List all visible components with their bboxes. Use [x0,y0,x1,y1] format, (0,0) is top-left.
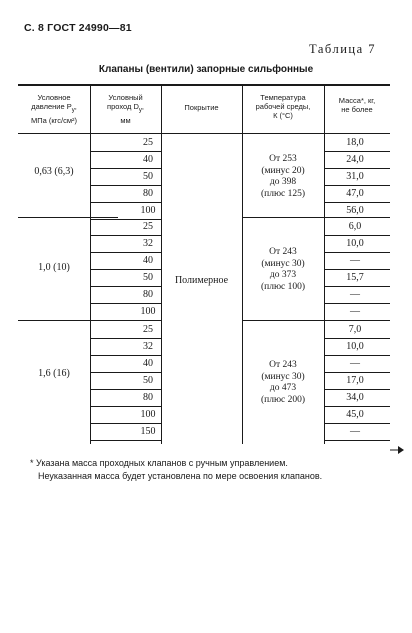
row-divider [324,303,390,304]
header-mass: Масса*, кг, не более [338,96,376,114]
row-dn: 40 [143,255,153,266]
row-dn: 50 [143,375,153,386]
row-dn: 80 [143,392,153,403]
column-divider [90,84,91,444]
row-divider [324,235,390,236]
header-pressure: Условное давление $P_у$, МПа (кгс/см²) [31,93,77,125]
row-divider [90,235,161,236]
row-dn: 100 [140,409,156,420]
row-dn: 150 [140,426,156,437]
row-divider [90,303,161,304]
row-divider [324,389,390,390]
row-divider [90,219,161,220]
group-divider-1 [18,217,118,218]
row-divider [90,372,161,373]
table-number: Таблица 7 [309,42,376,56]
row-divider [90,320,161,321]
row-divider [90,338,161,339]
row-mass: 17,0 [346,375,364,386]
row-divider [90,440,161,441]
row-dn: 32 [143,238,153,249]
coating-value: Полимерное [174,275,229,286]
row-dn: 40 [143,358,153,369]
row-mass: — [350,289,360,300]
row-dn: 25 [143,137,153,148]
row-divider [324,355,390,356]
row-divider [324,151,390,152]
row-mass: 56,0 [346,205,364,216]
row-mass: 34,0 [346,392,364,403]
row-divider [324,440,390,441]
row-divider [324,372,390,373]
row-mass: 6,0 [348,221,362,232]
row-dn: 50 [143,272,153,283]
row-dn: 80 [143,188,153,199]
footnote: * Указана масса проходных клапанов с ручным управлением. Неуказанная масса будет установлена по мере освоения клапанов. [30,458,323,481]
arrow-right-icon [390,445,404,455]
row-divider [90,168,161,169]
row-divider [90,389,161,390]
row-divider [324,286,390,287]
row-divider [324,168,390,169]
row-mass: 47,0 [346,188,364,199]
row-mass: 15,7 [346,272,364,283]
row-divider [324,252,390,253]
row-mass: — [350,255,360,266]
row-dn: 25 [143,221,153,232]
row-divider [90,355,161,356]
row-mass: — [350,306,360,317]
row-divider [90,151,161,152]
row-dn: 25 [143,324,153,335]
header-coating: Покрытие [184,103,219,112]
row-mass: 45,0 [346,409,364,420]
row-divider [90,202,161,203]
row-divider [324,202,390,203]
group-temp: От 243 (минус 30) до 373 (плюс 100) [260,247,306,292]
row-divider [324,185,390,186]
row-dn: 80 [143,289,153,300]
row-divider [324,406,390,407]
row-divider [90,185,161,186]
group-pressure: 0,63 (6,3) [34,166,74,177]
row-divider [90,423,161,424]
row-dn: 100 [140,306,156,317]
row-dn: 32 [143,341,153,352]
row-divider [90,269,161,270]
row-dn: 100 [140,205,156,216]
table-title: Клапаны (вентили) запорные сильфонные [98,64,314,75]
row-mass: 18,0 [346,137,364,148]
header-dn: Условный проход $D_у$, мм [107,93,144,125]
row-divider [90,406,161,407]
group-pressure: 1,0 (10) [38,262,70,273]
row-divider [324,423,390,424]
data-table [18,84,390,444]
table-top-border [18,84,390,86]
header-bottom-border [18,133,390,134]
row-divider [90,252,161,253]
group-temp: От 253 (минус 20) до 398 (плюс 125) [260,154,306,199]
row-divider [90,286,161,287]
row-mass: 7,0 [348,324,362,335]
group-temp: От 243 (минус 30) до 473 (плюс 200) [260,360,306,405]
row-mass: — [350,358,360,369]
row-dn: 40 [143,154,153,165]
row-mass: 10,0 [346,238,364,249]
group-divider-2 [242,320,390,321]
row-mass: 10,0 [346,341,364,352]
row-divider [324,338,390,339]
group-pressure: 1,6 (16) [38,368,70,379]
row-divider [324,269,390,270]
row-mass: 31,0 [346,171,364,182]
row-dn: 50 [143,171,153,182]
row-mass: — [350,426,360,437]
header-temp: Температура рабочей среды, К (°С) [255,93,311,120]
group-divider-1 [242,217,390,218]
page-header: С. 8 ГОСТ 24990—81 [24,22,132,34]
row-mass: 24,0 [346,154,364,165]
